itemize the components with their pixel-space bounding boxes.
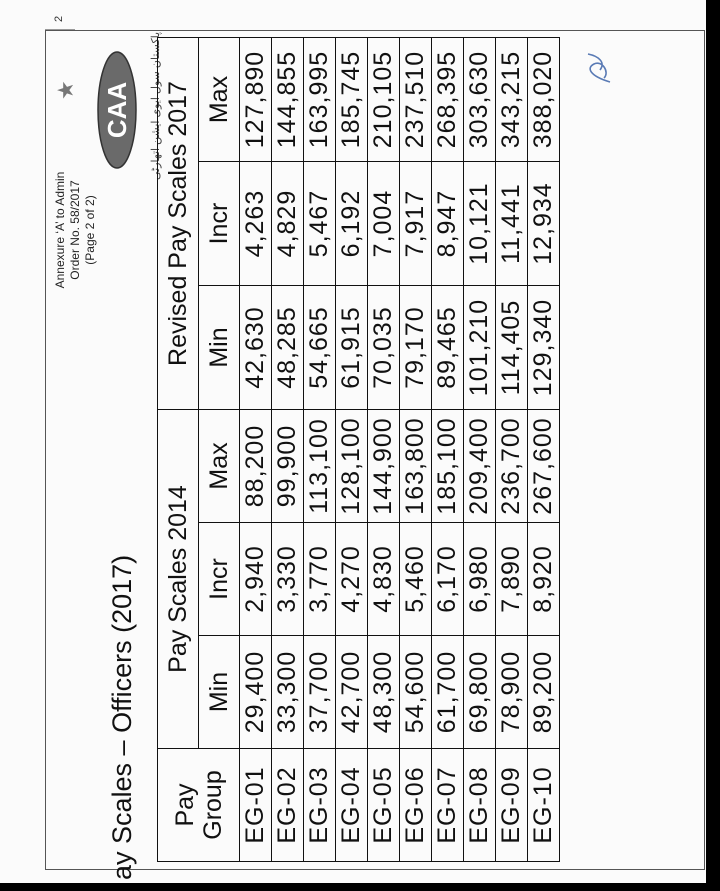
table-cell: 8,947 — [432, 162, 464, 286]
table-cell: 303,630 — [464, 38, 496, 162]
table-cell: 210,105 — [368, 38, 400, 162]
table-row — [272, 38, 304, 862]
table-cell: 5,460 — [400, 523, 432, 636]
table-cell: 236,700 — [496, 410, 528, 523]
column-header: Max — [199, 38, 240, 162]
star-icon: ★ — [53, 80, 78, 100]
table-cell: 42,630 — [240, 286, 272, 410]
annexure-line-1: Annexure ‘A’ to Admin — [53, 171, 67, 289]
annexure-line-3: (Page 2 of 2) — [83, 195, 97, 265]
table-cell: 163,800 — [400, 410, 432, 523]
table-cell: 29,400 — [240, 636, 272, 749]
column-header: Min — [199, 286, 240, 410]
rotated-landscape-content — [45, 15, 705, 880]
page-number: 2 — [53, 15, 65, 22]
table-cell: 127,890 — [240, 38, 272, 162]
table-cell: 163,995 — [304, 38, 336, 162]
table-cell: 10,121 — [464, 162, 496, 286]
table-cell: 268,395 — [432, 38, 464, 162]
table-row — [432, 38, 464, 862]
table-cell: 8,920 — [528, 523, 560, 636]
pay-group-header-line1: Pay — [170, 783, 199, 827]
table-cell: 101,210 — [464, 286, 496, 410]
table-cell: 114,405 — [496, 286, 528, 410]
column-header: Incr — [199, 523, 240, 636]
table-cell: 78,900 — [496, 636, 528, 749]
table-row — [304, 38, 336, 862]
table-row — [464, 38, 496, 862]
pay-scales-table — [157, 37, 560, 862]
table-cell: 113,100 — [304, 410, 336, 523]
table-cell: 42,700 — [336, 636, 368, 749]
table-cell: 3,770 — [304, 523, 336, 636]
table-cell: 69,800 — [464, 636, 496, 749]
table-cell: 89,200 — [528, 636, 560, 749]
column-header: Min — [199, 636, 240, 749]
table-cell: 70,035 — [368, 286, 400, 410]
table-cell: 3,330 — [272, 523, 304, 636]
table-cell: 79,170 — [400, 286, 432, 410]
pay-group-header-line2: Group — [198, 770, 227, 840]
table-cell: 61,700 — [432, 636, 464, 749]
column-header: Incr — [199, 162, 240, 286]
table-cell: 144,900 — [368, 410, 400, 523]
table-cell: 54,600 — [400, 636, 432, 749]
pay-group-header — [158, 749, 240, 862]
pay-group-cell: EG-06 — [400, 749, 432, 862]
table-cell: 185,745 — [336, 38, 368, 162]
section-header-2017: Revised Pay Scales 2017 — [158, 38, 199, 410]
table-cell: 48,285 — [272, 286, 304, 410]
table-cell: 4,263 — [240, 162, 272, 286]
table-cell: 237,510 — [400, 38, 432, 162]
column-header: Max — [199, 410, 240, 523]
table-cell: 6,170 — [432, 523, 464, 636]
table-body — [240, 38, 560, 862]
table-cell: 7,890 — [496, 523, 528, 636]
pay-group-cell: EG-07 — [432, 749, 464, 862]
table-header-row-sections — [158, 38, 199, 862]
table-row — [400, 38, 432, 862]
table-cell: 4,829 — [272, 162, 304, 286]
table-cell: 48,300 — [368, 636, 400, 749]
table-row — [496, 38, 528, 862]
table-cell: 267,600 — [528, 410, 560, 523]
table-cell: 2,940 — [240, 523, 272, 636]
page-number-divider — [45, 29, 75, 30]
table-cell: 99,900 — [272, 410, 304, 523]
table-cell: 88,200 — [240, 410, 272, 523]
annexure-reference — [53, 150, 98, 310]
table-row — [240, 38, 272, 862]
page-title: ay Scales – Officers (2017) — [107, 554, 137, 880]
table-cell: 37,700 — [304, 636, 336, 749]
section-header-2014: Pay Scales 2014 — [158, 410, 199, 749]
table-cell: 6,980 — [464, 523, 496, 636]
pay-group-cell: EG-03 — [304, 749, 336, 862]
table-cell: 185,100 — [432, 410, 464, 523]
table-cell: 144,855 — [272, 38, 304, 162]
table-cell: 89,465 — [432, 286, 464, 410]
table-cell: 343,215 — [496, 38, 528, 162]
table-cell: 209,400 — [464, 410, 496, 523]
pay-group-cell: EG-02 — [272, 749, 304, 862]
table-cell: 4,830 — [368, 523, 400, 636]
table-cell: 54,665 — [304, 286, 336, 410]
table-cell: 12,934 — [528, 162, 560, 286]
table-header-row-sub — [199, 38, 240, 862]
signature-mark — [580, 50, 620, 90]
logo-text: CAA — [102, 81, 132, 139]
scan-edge-bottom — [0, 883, 720, 891]
annexure-line-2: Order No. 58/2017 — [68, 180, 82, 280]
table-cell: 7,004 — [368, 162, 400, 286]
scan-edge-right — [706, 0, 720, 891]
table-cell: 128,100 — [336, 410, 368, 523]
table-cell: 5,467 — [304, 162, 336, 286]
pay-group-cell: EG-09 — [496, 749, 528, 862]
pay-group-cell: EG-08 — [464, 749, 496, 862]
logo-urdu-text: پاکستان سول ایوی ایشن اتھارٹی — [150, 31, 162, 180]
pay-group-cell: EG-04 — [336, 749, 368, 862]
pay-group-cell: EG-01 — [240, 749, 272, 862]
table-cell: 7,917 — [400, 162, 432, 286]
table-cell: 129,340 — [528, 286, 560, 410]
pay-group-cell: EG-05 — [368, 749, 400, 862]
table-cell: 11,441 — [496, 162, 528, 286]
table-row — [368, 38, 400, 862]
table-row — [336, 38, 368, 862]
table-cell: 4,270 — [336, 523, 368, 636]
caa-logo — [97, 50, 137, 170]
table-cell: 388,020 — [528, 38, 560, 162]
pay-group-cell: EG-10 — [528, 749, 560, 862]
table-cell: 33,300 — [272, 636, 304, 749]
table-cell: 6,192 — [336, 162, 368, 286]
table-cell: 61,915 — [336, 286, 368, 410]
table-row — [528, 38, 560, 862]
